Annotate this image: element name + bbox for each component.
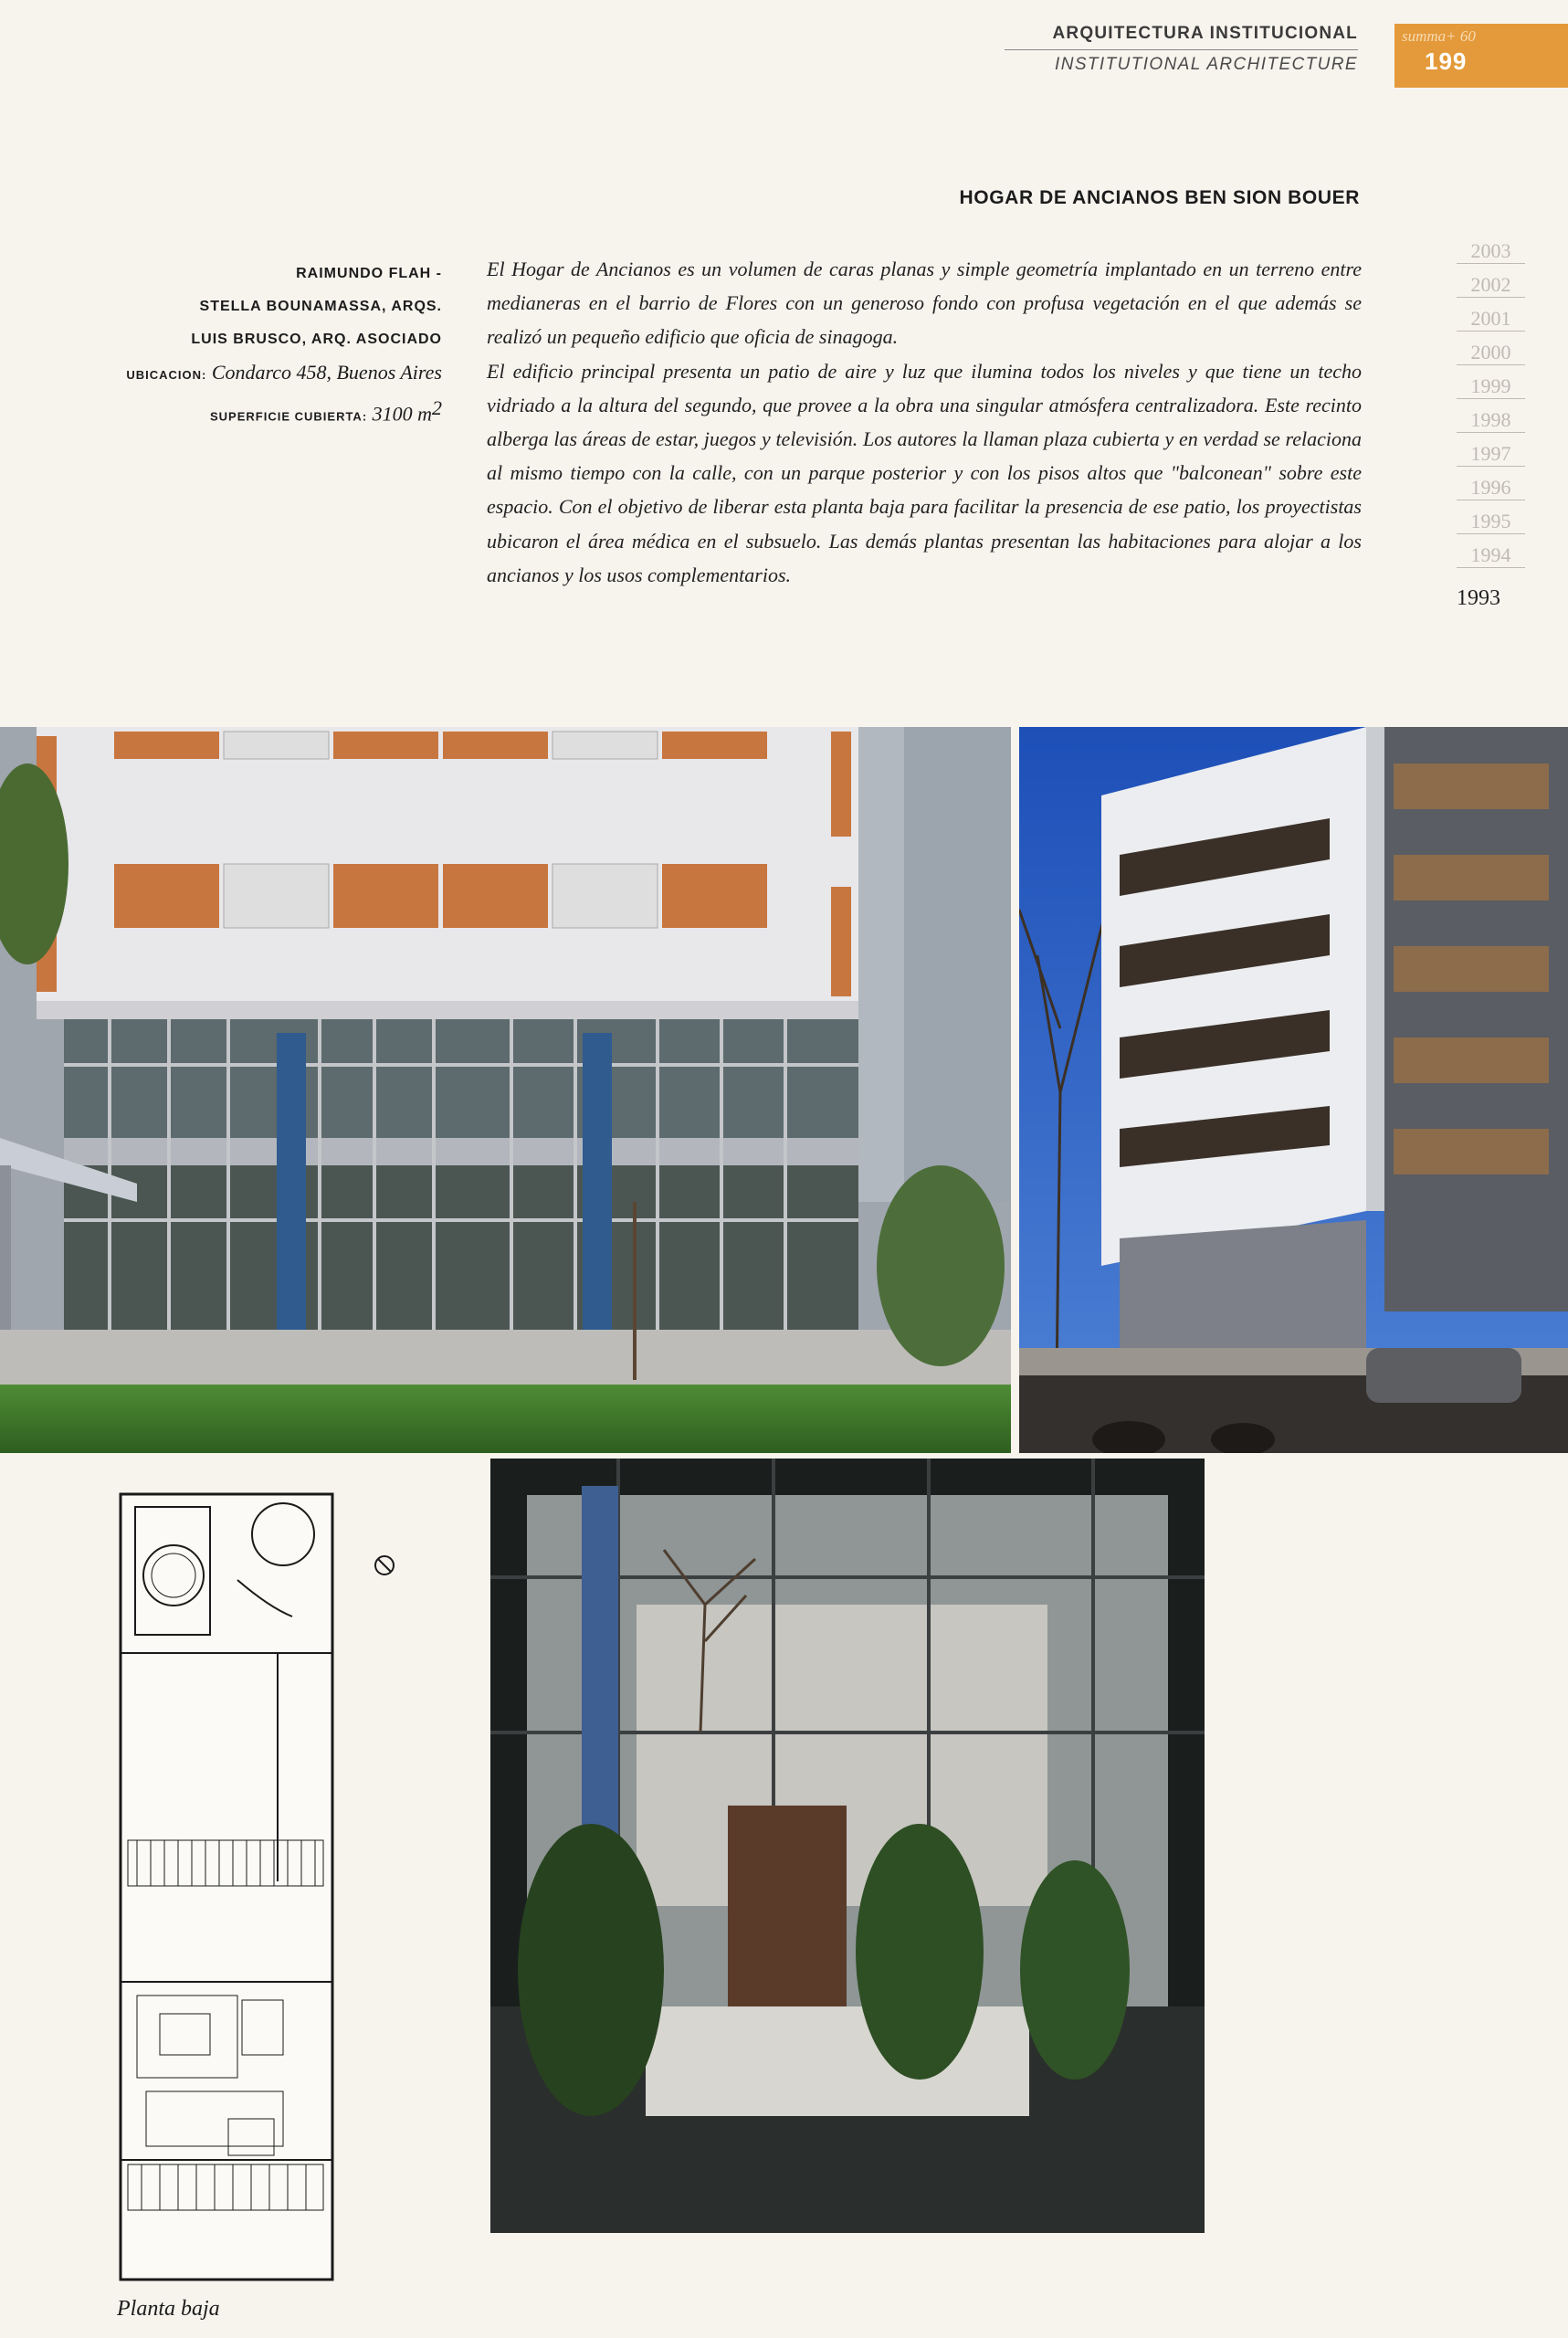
architects-line-2: STELLA BOUNAMASSA, ARQS. bbox=[199, 299, 442, 314]
courtyard-facade-photo bbox=[0, 727, 1011, 1453]
section-title-en: INSTITUTIONAL ARCHITECTURE bbox=[1055, 55, 1358, 74]
page-number: 199 bbox=[1425, 47, 1468, 75]
plan-caption: Planta baja bbox=[117, 2297, 220, 2321]
article-body bbox=[487, 252, 1362, 592]
year-ticker bbox=[1457, 239, 1557, 623]
year-item: 2003 bbox=[1457, 239, 1525, 264]
credits-block bbox=[126, 258, 442, 433]
year-item: 2000 bbox=[1457, 341, 1525, 365]
year-item: 1994 bbox=[1457, 543, 1525, 568]
year-item: 1999 bbox=[1457, 374, 1525, 399]
year-item: 1996 bbox=[1457, 476, 1525, 500]
ground-floor-plan bbox=[110, 1489, 402, 2283]
article-title: HOGAR DE ANCIANOS BEN SION BOUER bbox=[959, 187, 1360, 208]
area-value: 3100 m bbox=[372, 402, 432, 426]
associate-line: LUIS BRUSCO, ARQ. ASOCIADO bbox=[191, 332, 442, 347]
street-facade-photo bbox=[1019, 727, 1568, 1453]
location-line bbox=[126, 356, 442, 392]
area-unit-exponent: 2 bbox=[432, 396, 442, 419]
paragraph-2: El edificio principal presenta un patio de aire y luz que ilumina todos los niveles y que tiene un techo vidriado a la altura del segundo, que provee a la obra una singular atmósfera centralizadora. Este recinto alberga las áreas de estar, juegos y televisión. Los autores la llaman plaza cubierta y en verdad se relaciona al mismo tiempo con la calle, con un parque posterior y con los pisos altos que "balconean" sobre este espacio. Con el objetivo de liberar esta planta baja para facilitar la presencia de ese patio, los proyectistas ubicaron el área médica en el subsuelo. Las demás plantas presentan las habitaciones para alojar a los ancianos y los usos complementarios. bbox=[487, 359, 1362, 586]
area-line bbox=[126, 392, 442, 433]
location-value: Condarco 458, Buenos Aires bbox=[211, 361, 442, 384]
paragraph-1: El Hogar de Ancianos es un volumen de caras planas y simple geometría implantado en un terreno entre medianeras en el barrio de Flores con un generoso fondo con profusa vegetación en el que además se realizó un pequeño edificio que oficia de sinagoga. bbox=[487, 258, 1362, 349]
year-item: 1997 bbox=[1457, 442, 1525, 467]
location-label: UBICACION: bbox=[126, 368, 207, 382]
magazine-name: summa+ 60 bbox=[1402, 27, 1476, 45]
year-item: 2001 bbox=[1457, 307, 1525, 332]
section-title-es: ARQUITECTURA INSTITUCIONAL bbox=[1052, 24, 1358, 43]
year-item: 1995 bbox=[1457, 510, 1525, 534]
header-rule bbox=[1005, 49, 1358, 50]
year-item-active: 1993 bbox=[1457, 586, 1500, 610]
year-item: 2002 bbox=[1457, 273, 1525, 298]
architects-line-1: RAIMUNDO FLAH - bbox=[296, 266, 442, 281]
interior-lobby-photo bbox=[490, 1459, 1205, 2233]
area-label: SUPERFICIE CUBIERTA: bbox=[210, 409, 368, 424]
year-item: 1998 bbox=[1457, 408, 1525, 433]
